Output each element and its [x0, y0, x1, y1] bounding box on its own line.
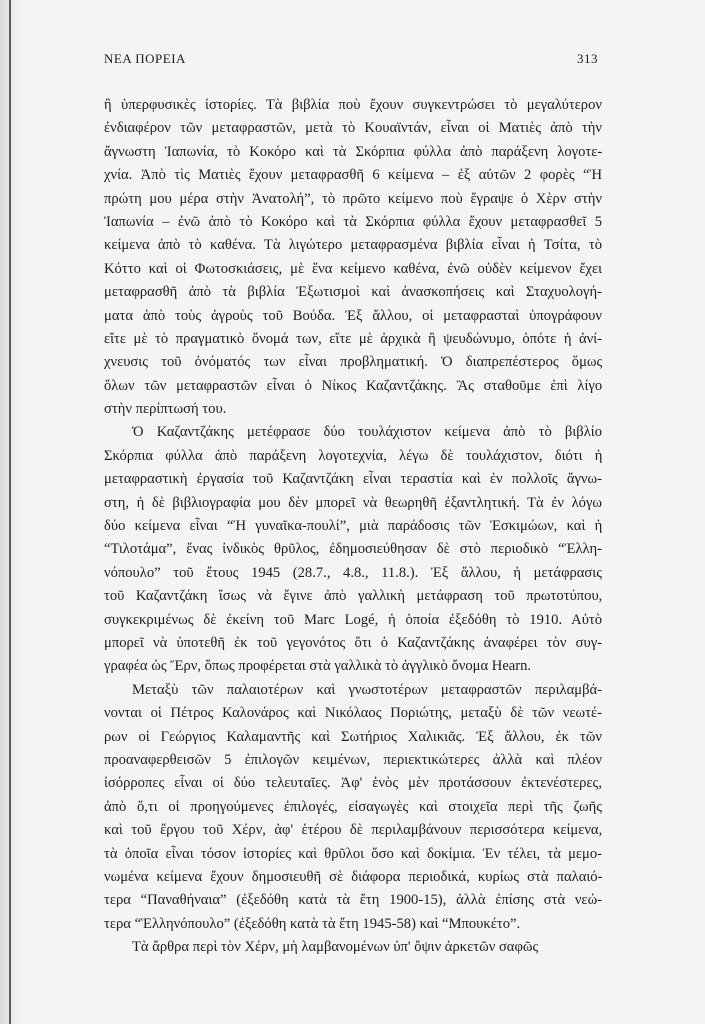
text-line: στὴν περίπτωσή του. — [104, 401, 227, 418]
text-line: χνία. Ἀπὸ τὶς Ματιὲς ἔχουν μεταφρασθῆ 6 κείμενα – ἐξ αὐτῶν 2 φορὲς “Ἡ — [104, 167, 602, 184]
page-number: 313 — [577, 51, 598, 66]
text-line: ἢ ὑπερφυσικὲς ἱστορίες. Τὰ βιβλία ποὺ ἔχουν συγκεντρώσει τὸ μεγαλύτερον — [104, 97, 602, 113]
binding-edge-line — [9, 0, 11, 1024]
text-line: προαναφερθεισῶν 5 ἐπιλογῶν κειμένων, περιεκτικώτερες ἀλλὰ καὶ πλέον — [104, 751, 602, 768]
text-line: ματα ἀπὸ τοὺς ἀγροὺς τοῦ Βούδα. Ἐξ ἄλλου, οἱ μεταφρασταὶ ὑπογράφουν — [104, 307, 602, 324]
text-line: δύο κείμενα εἶναι “Ἡ γυναῖκα-πουλί”, μιὰ παράδοσις τῶν Ἐσκιμώων, καὶ ἡ — [104, 518, 603, 535]
text-line: Ἰαπωνία – ἐνῶ ἀπὸ τὸ Κοκόρο καὶ τὰ Σκόρπια φύλλα ἔχουν μεταφρασθεῖ 5 — [104, 213, 602, 230]
text-line: ἰσόρροπες εἶναι οἱ δύο τελευταῖες. Ἀφ' ἑνὸς μὲν προτάσσουν ἐκτενέστερες, — [104, 775, 602, 792]
text-line: ὅλων τῶν μεταφραστῶν εἶναι ὁ Νίκος Καζαντζάκης. Ἂς σταθοῦμε ἐπὶ λίγο — [104, 377, 603, 394]
text-line: ρων οἱ Γεώργιος Καλαμαντῆς καὶ Σωτήριος Χαλικιᾶς. Ἐξ ἄλλου, ἐκ τῶν — [104, 728, 602, 745]
text-line: “Τιλοτάμα”, ἕνας ἰνδικὸς θρῦλος, ἐδημοσιεύθησαν δὲ στὸ περιοδικὸ “Ἑλλη- — [104, 541, 602, 558]
text-line: Κόττο καὶ οἱ Φωτοσκιάσεις, μὲ ἕνα κείμενο καθένα, ἐνῶ οὐδὲν κείμενον ἔχει — [104, 260, 603, 277]
text-line: ἄγνωστη Ἰαπωνία, τὸ Κοκόρο καὶ τὰ Σκόρπια φύλλα ἀπὸ παράξενη λογοτε- — [104, 143, 603, 160]
text-line: καὶ τοῦ ἔργου τοῦ Χέρν, ἀφ' ἑτέρου δὲ περιλαμβάνουν περισσότερα κείμενα, — [104, 822, 603, 839]
text-line: Ὁ Καζαντζάκης μετέφρασε δύο τουλάχιστον κείμενα ἀπὸ τὸ βιβλίο — [132, 424, 602, 441]
book-binding-shadow — [0, 0, 22, 1024]
text-line: τὰ ὁποῖα εἶναι τόσον ἱστορίες καὶ θρῦλοι ὅσο καὶ δοκίμια. Ἐν τέλει, τὰ μεμο- — [104, 845, 602, 862]
text-line: πρώτη μου μέρα στὴν Ἀνατολή”, τὸ πρῶτο κείμενο ποὺ ἔγραψε ὁ Χὲρν στὴν — [104, 190, 602, 207]
text-line: ἀπὸ ὅ,τι οἱ προηγούμενες ἐπιλογές, εἰσαγωγὲς καὶ στοιχεῖα περὶ τῆς ζωῆς — [104, 798, 602, 815]
text-line: γραφέα ὡς Ἔρν, ὅπως προφέρεται στὰ γαλλικὰ τὸ ἀγγλικὸ ὄνομα Hearn. — [104, 658, 532, 675]
text-line: συγκεκριμένως δὲ ἐκείνη τοῦ Marc Logé, ἡ ὁποία ἐξεδόθη τὸ 1910. Αὐτὸ — [104, 611, 603, 628]
running-title: ΝΕΑ ΠΟΡΕΙΑ — [104, 51, 186, 66]
text-line: ἐνδιαφέρον τῶν μεταφραστῶν, μετὰ τὸ Κουαϊντάν, εἶναι οἱ Ματιὲς ἀπὸ τὴν — [104, 120, 602, 137]
body-text — [104, 94, 602, 959]
page-header — [104, 51, 598, 67]
text-line: μπορεῖ νὰ ὑποτεθῆ ἐκ τοῦ γεγονότος ὅτι ὁ Καζαντζάκης ἀναφέρει τὸν συγ- — [104, 634, 603, 651]
text-line: τερα “Ἑλληνόπουλο” (ἐξεδόθη κατὰ τὰ ἔτη 1945-58) καὶ “Μπουκέτο”. — [104, 915, 521, 932]
text-line: νόπουλο” τοῦ ἔτους 1945 (28.7., 4.8., 11.8.). Ἐξ ἄλλου, ἡ μετάφρασις — [104, 564, 602, 581]
text-line: νονται οἱ Πέτρος Καλονάρος καὶ Νικόλαος Πoριώτης, μεταξὺ δὲ τῶν νεωτέ- — [104, 705, 602, 722]
text-line: κείμενα ἀπὸ τὸ καθένα. Τὰ λιγώτερο μεταφρασμένα βιβλία εἶναι ἡ Τσίτα, τὸ — [104, 237, 602, 254]
text-line: Τὰ ἄρθρα περὶ τὸν Χέρν, μὴ λαμβανομένων ὑπ' ὄψιν ἀρκετῶν σαφῶς — [132, 939, 539, 956]
text-line: εἴτε μὲ τὸ πραγματικὸ ὄνομά των, εἴτε μὲ ἀρχικὰ ἢ ψευδώνυμο, ὁπότε ἡ ἀνί- — [104, 330, 602, 347]
text-line: Σκόρπια φύλλα ἀπὸ παράξενη λογοτεχνία, λέγω δὲ τουλάχιστον, διότι ἡ — [104, 447, 603, 464]
text-line: τερα “Παναθήναια” (ἐξεδόθη κατὰ τὰ ἔτη 1900-15), ἀλλὰ ἐπίσης στὰ νεώ- — [104, 892, 603, 909]
text-line: τοῦ Καζαντζάκη ἴσως νὰ ἔγινε ἀπὸ γαλλικὴ μετάφραση τοῦ πρωτοτύπου, — [104, 588, 603, 605]
text-line: Μεταξὺ τῶν παλαιοτέρων καὶ γνωστοτέρων μεταφραστῶν περιλαμβά- — [132, 681, 602, 698]
text-line: μεταφραστικὴ ἐργασία τοῦ Καζαντζάκη εἶναι τεραστία καὶ ἐν πολλοῖς ἄγνω- — [104, 471, 602, 488]
text-line: μεταφρασθῆ ἀπὸ τὰ βιβλία Ἐξωτισμοὶ καὶ ἀνασκοπήσεις καὶ Σταχυολογή- — [104, 284, 602, 301]
text-line: νωμένα κείμενα ἔχουν δημοσιευθῆ σὲ διάφορα περιοδικά, κυρίως στὰ παλαιό- — [104, 868, 603, 885]
text-line: στη, ἡ δὲ βιβλιογραφία μου δὲν μπορεῖ νὰ θεωρηθῆ ἐξαντλητική. Τὰ ἐν λόγω — [104, 494, 602, 511]
text-line: χνευσις τοῦ ὀνόματός των εἶναι προβληματική. Ὁ διαπρεπέστερος ὅμως — [104, 354, 603, 371]
